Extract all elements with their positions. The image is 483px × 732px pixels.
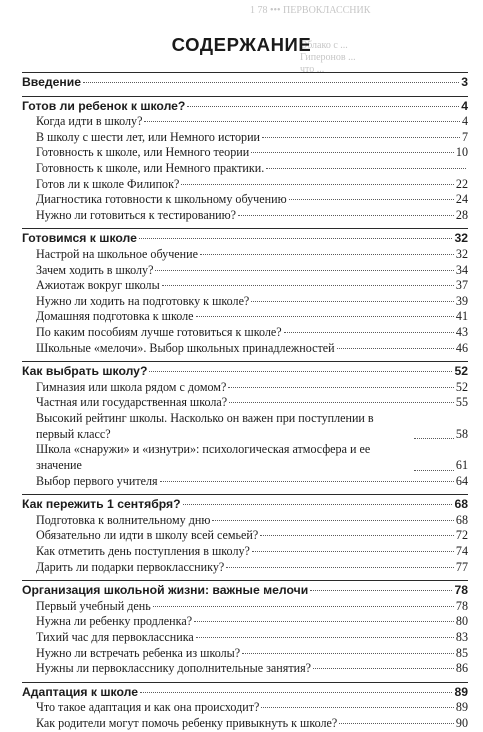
toc-entry-page-number: 72	[455, 528, 468, 543]
dot-leader	[251, 301, 454, 302]
section-heading-page-number: 4	[461, 98, 468, 113]
toc-entry-page-number: 41	[455, 309, 468, 324]
toc-entry-page-number: 64	[455, 473, 468, 488]
dot-leader	[414, 438, 454, 439]
table-of-contents	[22, 72, 468, 732]
toc-entry-title: Домашняя подготовка к школе	[36, 309, 194, 324]
toc-entry[interactable]	[22, 528, 468, 544]
dot-leader	[196, 316, 454, 317]
toc-entry[interactable]	[22, 442, 468, 473]
toc-entry-title: Выбор первого учителя	[36, 473, 158, 488]
toc-section	[22, 580, 468, 677]
toc-entry-page-number: 58	[455, 426, 468, 441]
section-heading-title: Как выбрать школу?	[22, 364, 148, 379]
dot-leader	[153, 606, 454, 607]
toc-entry-title: В школу с шести лет, или Немного истории	[36, 129, 261, 144]
toc-entry-title: Частная или государственная школа?	[36, 395, 228, 410]
toc-entry-title: Готовность к школе, или Немного практики.	[36, 160, 265, 175]
dot-leader	[266, 168, 466, 169]
toc-entry-page-number: 4	[461, 114, 468, 129]
dot-leader	[155, 270, 453, 271]
toc-entry[interactable]	[22, 309, 468, 325]
toc-entry-title: Школьные «мелочи». Выбор школьных принадлежностей	[36, 340, 335, 355]
toc-entry[interactable]	[22, 513, 468, 529]
bleed-through-header: 1 78 ••• ПЕРВОКЛАССНИК	[250, 5, 371, 16]
section-heading-title: Введение	[22, 75, 82, 89]
toc-entry[interactable]	[22, 380, 468, 396]
toc-section	[22, 72, 468, 91]
page-title: СОДЕРЖАНИЕ	[171, 34, 312, 55]
section-heading-page-number: 68	[454, 497, 468, 512]
toc-entry[interactable]	[22, 560, 468, 576]
toc-section	[22, 361, 468, 489]
toc-entry[interactable]	[22, 395, 468, 411]
section-heading-page-number: 32	[454, 231, 468, 246]
toc-entry[interactable]	[22, 278, 468, 294]
toc-entry[interactable]	[22, 474, 468, 490]
toc-entry-title: Как родители могут помочь ребенку привыкнуть к школе?	[36, 715, 338, 730]
toc-entry-title: Готовность к школе, или Немного теории	[36, 145, 250, 160]
bleed-through-line: Облако с ...	[300, 40, 348, 51]
toc-entry-title: Нужно ли ходить на подготовку к школе?	[36, 293, 250, 308]
toc-entry-title: Подготовка к волнительному дню	[36, 512, 211, 527]
toc-entry[interactable]	[22, 130, 468, 146]
dot-leader	[313, 668, 454, 669]
toc-entry-page-number: 37	[455, 278, 468, 293]
dot-leader	[183, 504, 453, 505]
toc-entry-page-number: 39	[455, 293, 468, 308]
dot-leader	[194, 621, 454, 622]
dot-leader	[140, 692, 452, 693]
toc-entry-page-number: 89	[455, 700, 468, 715]
toc-entry-page-number: 22	[455, 176, 468, 191]
section-heading-page-number: 78	[454, 583, 468, 598]
toc-entry[interactable]	[22, 208, 468, 224]
dot-leader	[139, 238, 453, 239]
toc-entry[interactable]	[22, 599, 468, 615]
dot-leader	[238, 215, 454, 216]
toc-entry[interactable]	[22, 161, 468, 177]
dot-leader	[83, 82, 459, 83]
toc-entry[interactable]	[22, 145, 468, 161]
toc-entry-page-number: 85	[455, 645, 468, 660]
toc-entry-page-number: 28	[455, 207, 468, 222]
toc-entry-title: Как отметить день поступления в школу?	[36, 544, 250, 559]
toc-entry-page-number: 43	[455, 324, 468, 339]
toc-entry-page-number: 52	[455, 379, 468, 394]
section-heading-page-number: 52	[454, 364, 468, 379]
section-heading[interactable]	[22, 72, 468, 91]
toc-entry-title: По каким пособиям лучше готовиться к школе?	[36, 324, 282, 339]
toc-entry-title: Когда идти в школу?	[36, 114, 143, 129]
toc-entry[interactable]	[22, 614, 468, 630]
dot-leader	[337, 348, 454, 349]
dot-leader	[196, 637, 454, 638]
toc-entry[interactable]	[22, 294, 468, 310]
dot-leader	[162, 285, 454, 286]
toc-entry-page-number: 61	[455, 458, 468, 473]
toc-section	[22, 682, 468, 732]
toc-entry-page-number: 77	[455, 559, 468, 574]
dot-leader	[310, 590, 452, 591]
toc-entry[interactable]	[22, 325, 468, 341]
toc-entry-title: Диагностика готовности к школьному обучению	[36, 192, 287, 207]
dot-leader	[149, 371, 452, 372]
dot-leader	[144, 121, 459, 122]
toc-entry-title: Нужно ли готовиться к тестированию?	[36, 207, 237, 222]
dot-leader	[212, 520, 454, 521]
section-heading-title: Как пережить 1 сентября?	[22, 497, 181, 512]
section-heading[interactable]	[22, 682, 468, 701]
toc-entry-title: Зачем ходить в школу?	[36, 262, 154, 277]
toc-entry-page-number: 86	[455, 661, 468, 676]
dot-leader	[252, 551, 454, 552]
section-heading[interactable]	[22, 96, 468, 115]
toc-entry-title: Гимназия или школа рядом с домом?	[36, 379, 227, 394]
toc-entry-title: Нужны ли первокласснику дополнительные занятия?	[36, 661, 312, 676]
toc-entry-page-number: 46	[455, 340, 468, 355]
dot-leader	[242, 653, 454, 654]
dot-leader	[339, 723, 454, 724]
dot-leader	[160, 481, 454, 482]
section-heading[interactable]	[22, 228, 468, 247]
toc-entry[interactable]	[22, 114, 468, 130]
toc-entry[interactable]	[22, 411, 468, 442]
toc-entry-title: Что такое адаптация и как она происходит?	[36, 700, 260, 715]
dot-leader	[414, 470, 454, 471]
toc-entry[interactable]	[22, 700, 468, 716]
dot-leader	[261, 707, 453, 708]
toc-entry-title: Первый учебный день	[36, 598, 151, 613]
toc-entry[interactable]	[22, 716, 468, 732]
dot-leader	[181, 184, 454, 185]
dot-leader	[262, 137, 460, 138]
section-heading-title: Готов ли ребенок к школе?	[22, 98, 186, 113]
section-heading[interactable]	[22, 580, 468, 599]
toc-entry[interactable]	[22, 630, 468, 646]
toc-entry-page-number: 74	[455, 544, 468, 559]
section-heading-title: Организация школьной жизни: важные мелочи	[22, 583, 309, 598]
section-heading[interactable]	[22, 494, 468, 513]
dot-leader	[251, 152, 454, 153]
dot-leader	[187, 106, 459, 107]
toc-section	[22, 228, 468, 356]
toc-entry-title: Высокий рейтинг школы. Насколько он важен при поступлении в первый класс?	[36, 411, 374, 441]
toc-entry-page-number: 83	[455, 630, 468, 644]
toc-entry[interactable]	[22, 263, 468, 279]
dot-leader	[226, 567, 454, 568]
toc-entry-page-number: 34	[455, 262, 468, 277]
toc-entry-page-number: 78	[455, 598, 468, 613]
toc-entry[interactable]	[22, 177, 468, 193]
section-heading-page-number: 89	[454, 684, 468, 699]
toc-entry[interactable]	[22, 544, 468, 560]
toc-entry-title: Тихий час для первоклассника	[36, 630, 194, 644]
dot-leader	[229, 402, 454, 403]
toc-section	[22, 96, 468, 224]
section-heading[interactable]	[22, 361, 468, 380]
toc-entry[interactable]	[22, 646, 468, 662]
toc-entry-title: Обязательно ли идти в школу всей семьей?	[36, 528, 259, 543]
bleed-through-line: Гиперонов ...	[300, 52, 356, 63]
toc-entry-page-number: 24	[455, 192, 468, 207]
toc-entry-title: Нужна ли ребенку продленка?	[36, 614, 193, 629]
toc-entry-page-number: 32	[455, 246, 468, 261]
toc-entry[interactable]	[22, 341, 468, 357]
toc-entry-title: Нужно ли встречать ребенка из школы?	[36, 645, 241, 660]
section-heading-title: Адаптация к школе	[22, 684, 138, 699]
toc-entry-title: Готов ли к школе Филипок?	[36, 176, 180, 191]
section-heading-title: Готовимся к школе	[22, 231, 137, 246]
toc-entry-page-number: 68	[455, 512, 468, 527]
toc-entry-page-number: 90	[455, 715, 468, 730]
toc-entry-page-number: 55	[455, 395, 468, 410]
toc-entry[interactable]	[22, 192, 468, 208]
dot-leader	[289, 199, 454, 200]
toc-entry[interactable]	[22, 247, 468, 263]
toc-entry-page-number: 80	[455, 614, 468, 629]
dot-leader	[228, 387, 454, 388]
bleed-through-line: что ...	[300, 64, 325, 75]
toc-section	[22, 494, 468, 575]
section-heading-page-number: 3	[461, 75, 468, 89]
toc-entry-title: Дарить ли подарки первокласснику?	[36, 559, 225, 574]
toc-entry-title: Настрой на школьное обучение	[36, 246, 198, 261]
toc-entry-title: Школа «снаружи» и «изнутри»: психологическая атмосфера и ее значение	[36, 442, 371, 473]
toc-entry-page-number: 10	[455, 145, 468, 160]
dot-leader	[200, 254, 454, 255]
toc-entry[interactable]	[22, 661, 468, 677]
dot-leader	[284, 332, 454, 333]
toc-entry-title: Ажиотаж вокруг школы	[36, 278, 160, 293]
dot-leader	[260, 535, 454, 536]
toc-entry-page-number: 7	[461, 129, 468, 144]
